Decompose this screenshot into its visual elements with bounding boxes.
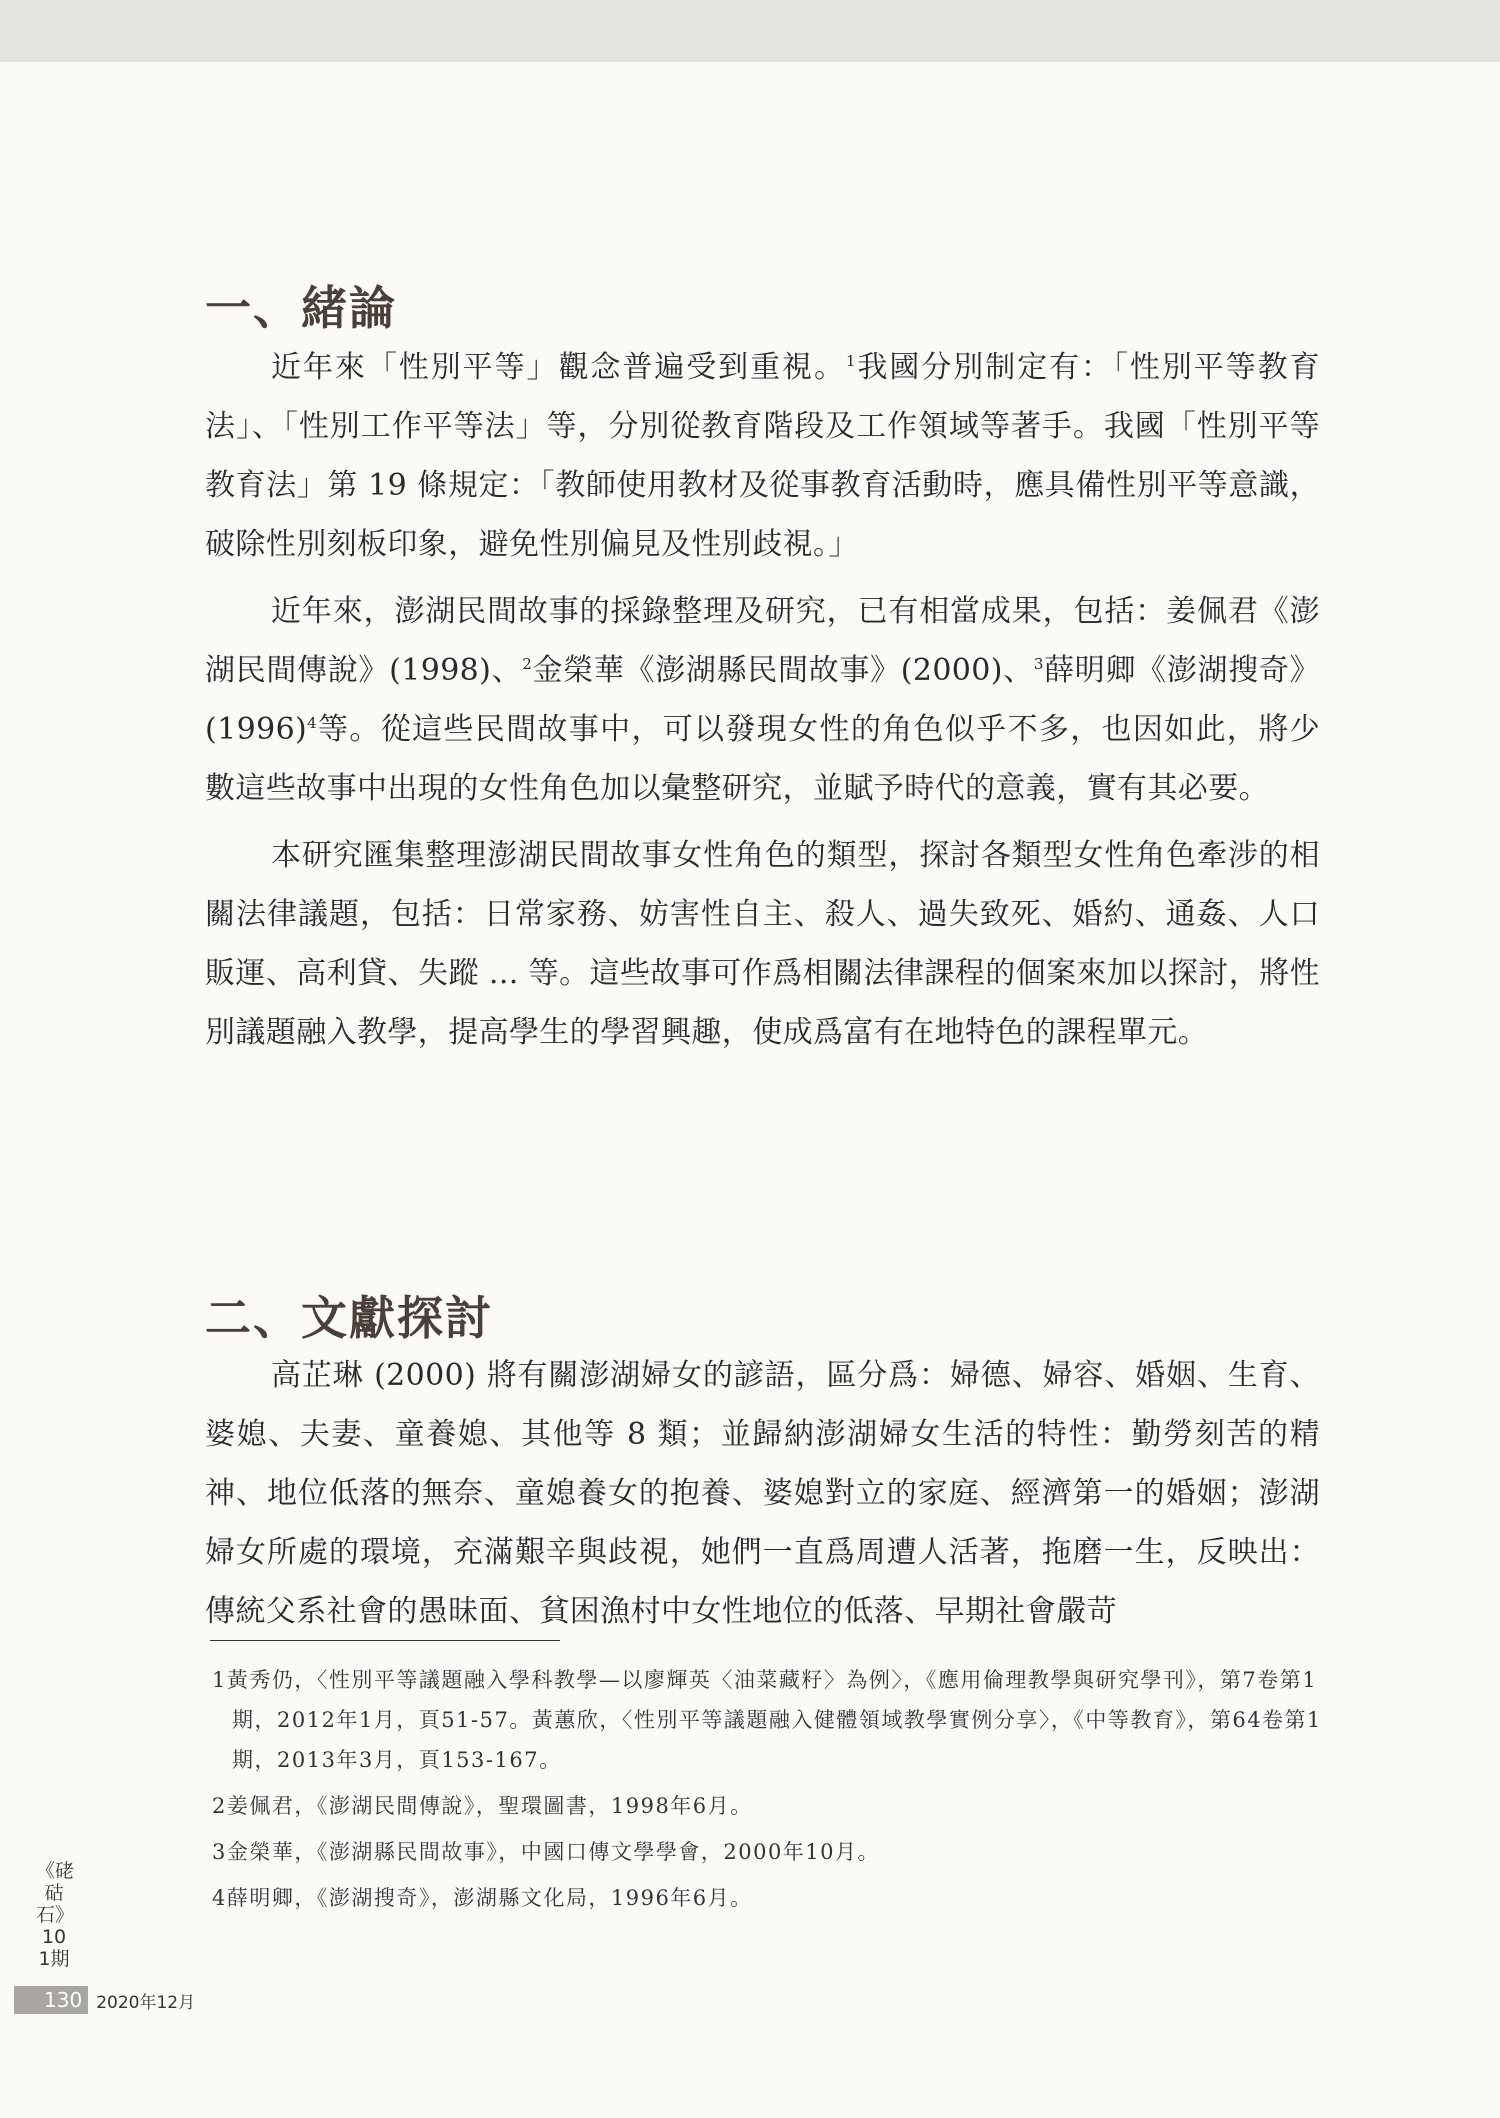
footnote-ref: 4 — [307, 714, 318, 732]
paragraph: 近年來「性別平等」觀念普遍受到重視。$^1$我國分別制定有：「性別平等教育法」、「性別工作平等法」等，分別從教育階段及工作領域等著手。我國「性別平等教育法」第 19 條規定：「教師使用教材及從事教育活動時，應具備性別平等意識，破除性別刻板印象，避免性別偏見及性別歧視。」 — [205, 350, 1321, 562]
section-body-literature-review — [205, 1346, 1320, 1649]
journal-sidebar — [36, 1860, 75, 1970]
footnotes — [212, 1660, 1327, 1924]
paragraph: 高芷琳 (2000) 將有關澎湖婦女的諺語，區分爲：婦德、婦容、婚姻、生育、婆媳、夫妻、童養媳、其他等 8 類；並歸納澎湖婦女生活的特性：勤勞刻苦的精神、地位低落的無奈、童媳養女的抱養、婆媳對立的家庭、經濟第一的婚姻；澎湖婦女所處的環境，充滿艱辛與歧視，她們一直爲周遭人活著，拖磨一生，反映出：傳統父系社會的愚昧面、貧困漁村中女性地位的低落、早期社會嚴苛 — [205, 1358, 1320, 1629]
footnote-ref: 2 — [522, 655, 533, 673]
footnote-ref: 3 — [1033, 655, 1044, 673]
page-number: 130 — [14, 1986, 88, 2014]
journal-issue: 101期 — [38, 1926, 70, 1970]
footnote-3: 3金榮華，《澎湖縣民間故事》，中國口傳文學學會，2000年10月。 — [212, 1840, 881, 1864]
footnote-divider — [210, 1640, 560, 1641]
section-body-introduction — [205, 338, 1320, 1070]
paragraph: 近年來，澎湖民間故事的採錄整理及研究，已有相當成果，包括：姜佩君《澎湖民間傳說》(1998)、$^2$金榮華《澎湖縣民間故事》(2000)、$^3$薛明卿《澎湖搜奇》$(1996)^4$等。從這些民間故事中，可以發現女性的角色似乎不多，也因如此，將少數這些故事中出現的女性角色加以彙整研究，並賦予時代的意義，實有其必要。 — [205, 594, 1320, 806]
footnote-1: 1黃秀仍，〈性別平等議題融入學科教學—以廖輝英〈油菜藏籽〉為例〉，《應用倫理教學與研究學刊》，第7卷第1期，2012年1月，頁51-57。黃蕙欣，〈性別平等議題融入健體領域教學實例分享〉，《中等教育》，第64卷第1期，2013年3月，頁153-167。 — [212, 1668, 1322, 1772]
footnote-4: 4薛明卿，《澎湖搜奇》，澎湖縣文化局，1996年6月。 — [212, 1886, 753, 1910]
section-heading-literature-review: 二、文獻探討 — [205, 1291, 493, 1345]
section-heading-introduction: 一、緒論 — [205, 281, 397, 335]
paragraph: 本研究匯集整理澎湖民間故事女性角色的類型，探討各類型女性角色牽涉的相關法律議題，包括：日常家務、妨害性自主、殺人、過失致死、婚約、通姦、人口販運、高利貸、失蹤 ... 等。這些故事可作爲相關法律課程的個案來加以探討，將性別議題融入教學，提高學生的學習興趣，使成爲富有在地特色的課程單元。 — [205, 838, 1320, 1050]
page-footer — [14, 1984, 195, 2016]
issue-date: 2020年12月 — [96, 1992, 196, 2013]
journal-title: 《硓𥑮石》 — [36, 1860, 75, 1926]
footnote-2: 2姜佩君，《澎湖民間傳說》，聖環圖書，1998年6月。 — [212, 1794, 753, 1818]
scan-top-band — [0, 0, 1500, 62]
footnote-ref: 1 — [845, 352, 856, 370]
